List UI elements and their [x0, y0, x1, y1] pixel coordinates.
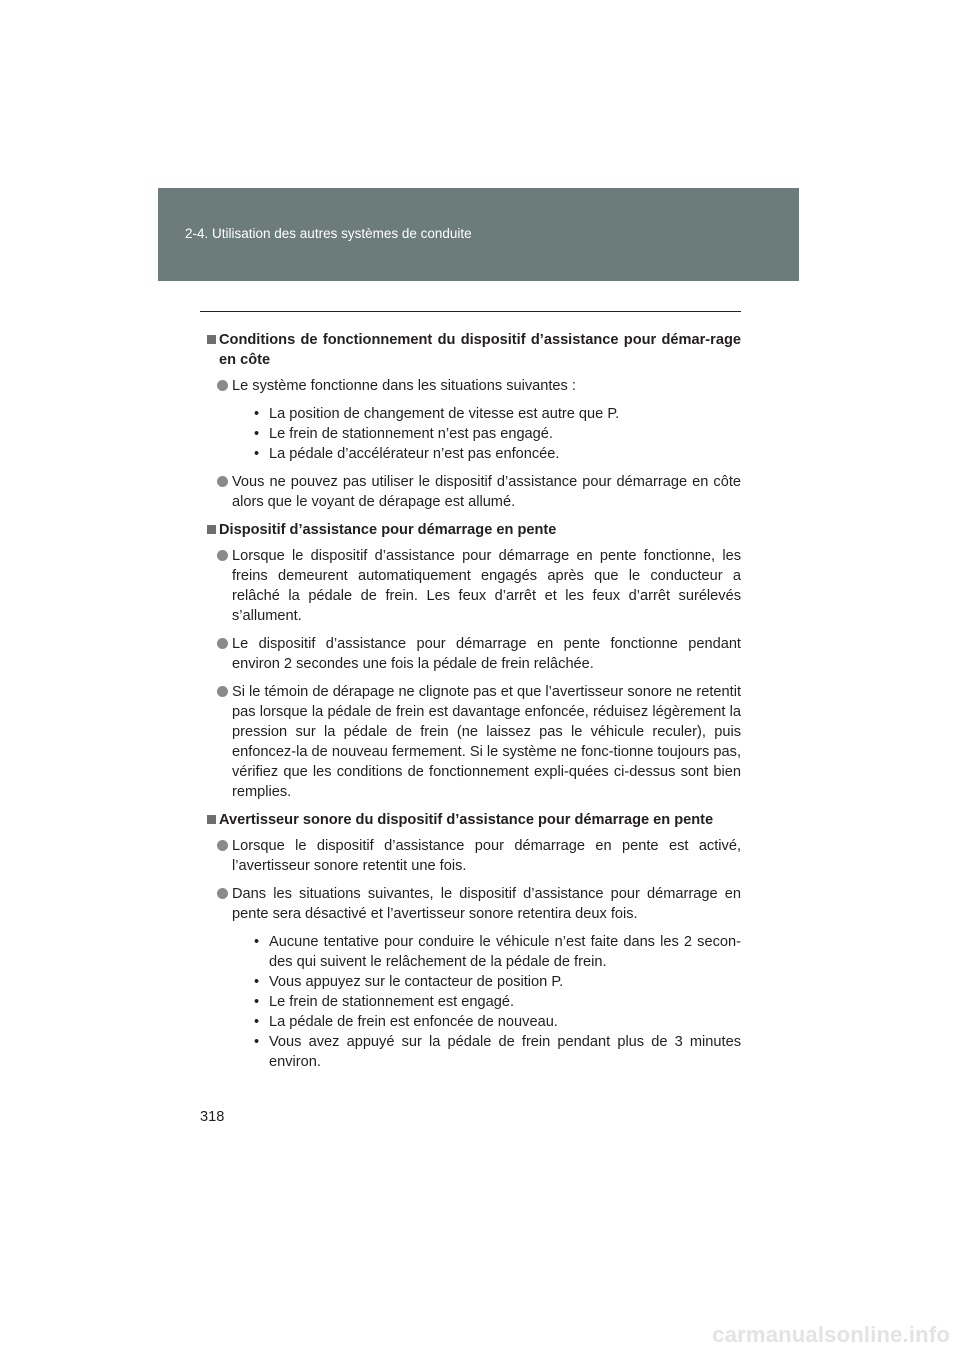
circle-bullet-icon: [217, 888, 228, 899]
page-number: 318: [200, 1109, 225, 1125]
section-hill-start-buzzer: [207, 810, 741, 1072]
sub-list-item: • La pédale d’accélérateur n’est pas enfoncée.: [232, 444, 741, 464]
sub-list-item: • La pédale de frein est enfoncée de nouveau.: [232, 1012, 741, 1032]
circle-bullet-icon: [217, 380, 228, 391]
section-heading: [207, 520, 741, 540]
square-bullet-icon: [207, 525, 216, 534]
list-item-text: Vous ne pouvez pas utiliser le dispositif d’assistance pour démarrage en côte alors que le voyant de dérapage est allumé.: [232, 474, 741, 510]
sub-list-item: • Aucune tentative pour conduire le véhicule n’est faite dans les 2 secon-des qui suivent le relâchement de la pédale de frein.: [232, 932, 741, 972]
sub-list-item: • Vous avez appuyé sur la pédale de frein pendant plus de 3 minutes environ.: [232, 1032, 741, 1072]
square-bullet-icon: [207, 815, 216, 824]
section-heading: [207, 810, 741, 830]
sub-list-item: • Le frein de stationnement n’est pas engagé.: [232, 424, 741, 444]
circle-bullet-icon: [217, 550, 228, 561]
list-item: [207, 546, 741, 626]
circle-bullet-icon: [217, 476, 228, 487]
sub-list: [232, 932, 741, 1072]
list-item: [207, 376, 741, 464]
sub-list-item: • Le frein de stationnement est engagé.: [232, 992, 741, 1012]
list-item: [207, 634, 741, 674]
circle-bullet-icon: [217, 840, 228, 851]
chapter-title: 2-4. Utilisation des autres systèmes de conduite: [185, 226, 472, 241]
list-item-text: Si le témoin de dérapage ne clignote pas et que l’avertisseur sonore ne retentit pas lorsque la pédale de frein est davantage enfoncée, réduisez légèrement la pression sur la pédale de frein (ne laissez pas le véhicule reculer), puis enfoncez-la de nouveau fermement. Si le système ne fonc-tionne toujours pas, vérifiez que les conditions de fonctionnement expli-quées ci-dessus sont bien remplies.: [232, 684, 741, 800]
section-heading-text: Dispositif d’assistance pour démarrage en pente: [219, 522, 557, 538]
list-item-text: Lorsque le dispositif d’assistance pour démarrage en pente fonctionne, les freins demeurent automatiquement engagés après que le conducteur a relâché la pédale de frein. Les feux d’arrêt et les feux d’arrêt surélevés s’allument.: [232, 548, 741, 624]
list-item: [207, 682, 741, 802]
section-heading: [207, 330, 741, 370]
square-bullet-icon: [207, 335, 216, 344]
list-item: [207, 472, 741, 512]
sub-list-item: • La position de changement de vitesse est autre que P.: [232, 404, 741, 424]
list-item: [207, 836, 741, 876]
sub-list-item: • Vous appuyez sur le contacteur de position P.: [232, 972, 741, 992]
list-item-text: Dans les situations suivantes, le dispositif d’assistance pour démarrage en pente sera désactivé et l’avertisseur sonore retentira deux fois.: [232, 886, 741, 922]
watermark: carmanualsonline.info: [712, 1322, 950, 1347]
list-item-text: Le système fonctionne dans les situations suivantes :: [232, 378, 576, 394]
chapter-header-band: [158, 188, 799, 281]
section-heading-text: Avertisseur sonore du dispositif d’assistance pour démarrage en pente: [219, 812, 714, 828]
section-heading-text: Conditions de fonctionnement du dispositif d’assistance pour démar-rage en côte: [219, 332, 741, 368]
circle-bullet-icon: [217, 638, 228, 649]
main-content: [207, 330, 741, 1072]
circle-bullet-icon: [217, 686, 228, 697]
sub-list: [232, 404, 741, 464]
list-item: [207, 884, 741, 1072]
list-item-text: Lorsque le dispositif d’assistance pour démarrage en pente est activé, l’avertisseur sonore retentit une fois.: [232, 838, 741, 874]
list-item-text: Le dispositif d’assistance pour démarrage en pente fonctionne pendant environ 2 secondes une fois la pédale de frein relâchée.: [232, 636, 741, 672]
section-divider: [200, 311, 741, 312]
section-hill-start-assist: [207, 520, 741, 802]
section-hill-start-conditions: [207, 330, 741, 512]
